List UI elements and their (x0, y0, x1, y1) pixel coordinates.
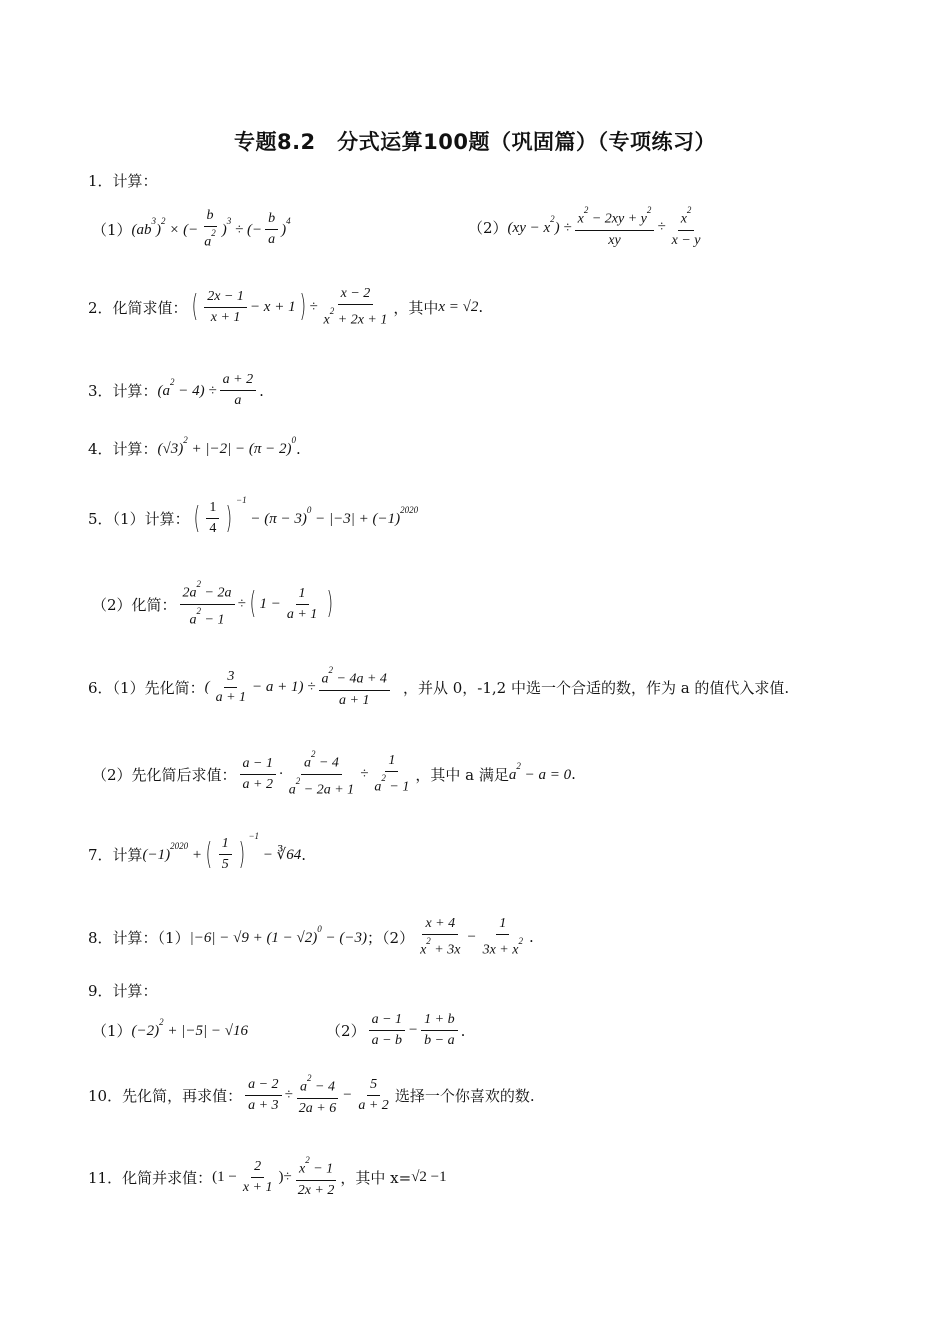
fraction: $\frac{1}{4}$ (206, 500, 219, 537)
fraction: $\frac{2x - 1}{x + 1}$ (204, 289, 247, 326)
fraction: $\frac{a - 2}{a + 3}$ (245, 1077, 281, 1114)
fraction: $\frac{x - 2}{x^2 + 2x + 1}$ (323, 286, 388, 328)
fraction: $\frac{1}{3x + x^2}$ (482, 916, 523, 958)
fraction: $\frac{1}{a^2 - 1}$ (374, 752, 410, 795)
fraction: $\frac{a - 1}{a - b}$ (369, 1012, 405, 1049)
question-6-part-2: （2）先化简后求值： $\frac{a - 1}{a + 2}$ · $\frac{a^2 - 4}{a^2 - 2a + 1}$ ÷ $\frac{1}{a^2 - 1}$ ，其中 a 满足 $a^2 - a = 0$ . (92, 749, 576, 798)
question-8: 8．计算：（1） $|-6| - √9 + (1 - √2)^0 - (-3)$ ；（2） $\frac{x + 4}{x^2 + 3x}$ − $\frac{1}{3x + x^2}$ . (88, 916, 534, 958)
fraction: $\frac{b}{a}$ (265, 211, 278, 248)
question-9-label: 9．计算： (88, 982, 158, 1000)
fraction: $\frac{2a^2 - 2a}{a^2 - 1}$ (180, 580, 235, 628)
fraction: $\frac{a^2 - 4}{a^2 - 2a + 1}$ (288, 749, 355, 798)
question-7: 7．计算 $(-1)^{2020}$ + ( $\frac{1}{5}$ ) $^{-1}$ − ∛64 . (88, 831, 307, 872)
question-2: 2．化简求值： ( $\frac{2x - 1}{x + 1}$ − x + 1 ) ÷ $\frac{x - 2}{x^2 + 2x + 1}$ ，其中 x = √2 . (88, 286, 484, 328)
fraction: $\frac{5}{a + 2}$ (358, 1076, 389, 1113)
math-expression: $(ab^3)^2$ × (− (131, 215, 199, 238)
question-1-part-1: （1） $(ab^3)^2$ × (− $\frac{b}{a^2}$ )$^3$ ÷ (− $\frac{b}{a}$ )$^4$ (92, 208, 291, 250)
question-11: 11．化简并求值： (1 − $\frac{2}{x + 1}$ )÷ $\frac{x^2 - 1}{2x + 2}$ ，其中 x= √2 −1 (88, 1155, 447, 1198)
question-4: 4．计算： $(√3)^2 + |-2| - (\pi - 2)^0$ . (88, 435, 301, 458)
fraction: $\frac{3}{a + 1}$ (215, 668, 247, 705)
question-10: 10．先化简，再求值： $\frac{a - 2}{a + 3}$ ÷ $\frac{a^2 - 4}{2a + 6}$ − $\frac{5}{a + 2}$ 选择一个你喜欢的数. (88, 1073, 535, 1116)
fraction: $\frac{b}{a^2}$ (204, 208, 216, 250)
fraction: $\frac{1 + b}{b - a}$ (421, 1012, 457, 1049)
question-1-part-2: （2） $(xy - x^2)$ ÷ $\frac{x^2 - 2xy + y^2}{xy}$ ÷ $\frac{x^2}{x - y}$ (468, 206, 707, 249)
fraction: $\frac{x^2 - 2xy + y^2}{xy}$ (575, 206, 655, 249)
question-9-parts: （1） $(-2)^2 + |-5| - √16$ （2） $\frac{a - 1}{a - b}$ − $\frac{1 + b}{b - a}$ . (92, 1012, 466, 1048)
fraction: $\frac{x^2}{x - y}$ (671, 205, 701, 248)
question-3: 3．计算： $(a^2 - 4)$ ÷ $\frac{a + 2}{a}$ . (88, 372, 264, 408)
page-title: 专题8.2 分式运算100题（巩固篇）（专项练习） (233, 130, 717, 154)
fraction: $\frac{1}{a + 1}$ (286, 585, 318, 622)
fraction: $\frac{1}{5}$ (219, 836, 232, 873)
fraction: $\frac{a - 1}{a + 2}$ (240, 756, 276, 793)
fraction: $\frac{x + 4}{x^2 + 3x}$ (420, 916, 461, 958)
question-5-part-1: 5．（1）计算： ( $\frac{1}{4}$ ) $^{-1} - (\pi - 3)^0 - |-3| + (-1)^{2020}$ (88, 495, 419, 536)
question-1-label: 1．计算： (88, 172, 158, 190)
question-5-part-2: （2）化简： $\frac{2a^2 - 2a}{a^2 - 1}$ ÷ ( 1 − $\frac{1}{a + 1}$ ) (92, 579, 334, 628)
fraction: $\frac{a^2 - 4a + 4}{a + 1}$ (319, 666, 390, 709)
fraction: $\frac{x^2 - 1}{2x + 2}$ (297, 1155, 335, 1198)
fraction: $\frac{2}{x + 1}$ (242, 1158, 273, 1195)
fraction: $\frac{a + 2}{a}$ (220, 372, 256, 409)
question-6-part-1: 6．（1）先化简： ( $\frac{3}{a + 1}$ − a + 1) ÷ $\frac{a^2 - 4a + 4}{a + 1}$ ，并从 0，-1,2 中选一个合适的数，作为 a 的值代入求值. (88, 665, 790, 708)
fraction: $\frac{a^2 - 4}{2a + 6}$ (298, 1073, 337, 1116)
